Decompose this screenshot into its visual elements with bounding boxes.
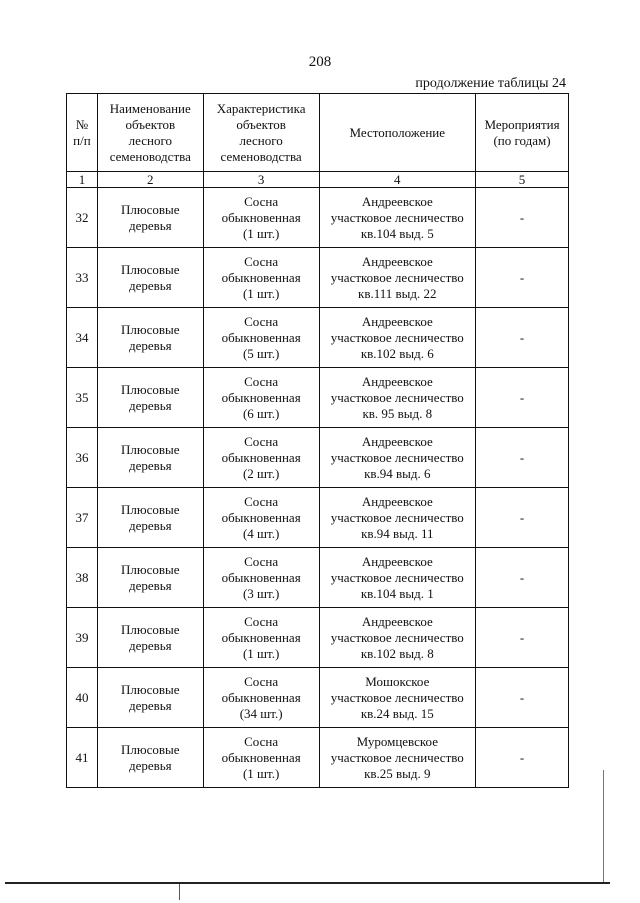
characteristics-cell: Сосна обыкновенная (2 шт.): [203, 428, 319, 488]
location-cell: Андреевское участковое лесничество кв. 95 выд. 8: [319, 368, 476, 428]
activities-cell: -: [476, 308, 569, 368]
location-cell: Мошокское участковое лесничество кв.24 выд. 15: [319, 668, 476, 728]
header-characteristics: Характеристика объектов лесного семеноводства: [203, 94, 319, 172]
activities-cell: -: [476, 428, 569, 488]
column-number-row: [67, 172, 569, 188]
table-row: [67, 548, 569, 608]
object-name-cell: Плюсовые деревья: [97, 668, 203, 728]
row-number-cell: 33: [67, 248, 98, 308]
activities-cell: -: [476, 248, 569, 308]
location-cell: Андреевское участковое лесничество кв.102 выд. 8: [319, 608, 476, 668]
characteristics-cell: Сосна обыкновенная (6 шт.): [203, 368, 319, 428]
table-row: [67, 608, 569, 668]
table-row: [67, 188, 569, 248]
activities-cell: -: [476, 668, 569, 728]
location-cell: Андреевское участковое лесничество кв.104 выд. 5: [319, 188, 476, 248]
characteristics-cell: Сосна обыкновенная (3 шт.): [203, 548, 319, 608]
header-location: Местоположение: [319, 94, 476, 172]
column-number: 2: [97, 172, 203, 188]
characteristics-cell: Сосна обыкновенная (1 шт.): [203, 608, 319, 668]
activities-cell: -: [476, 488, 569, 548]
table-row: [67, 488, 569, 548]
activities-cell: -: [476, 608, 569, 668]
column-number: 3: [203, 172, 319, 188]
characteristics-cell: Сосна обыкновенная (1 шт.): [203, 728, 319, 788]
table-row: [67, 368, 569, 428]
object-name-cell: Плюсовые деревья: [97, 428, 203, 488]
table-row: [67, 428, 569, 488]
activities-cell: -: [476, 368, 569, 428]
table-row: [67, 248, 569, 308]
location-cell: Андреевское участковое лесничество кв.111 выд. 22: [319, 248, 476, 308]
object-name-cell: Плюсовые деревья: [97, 188, 203, 248]
activities-cell: -: [476, 188, 569, 248]
object-name-cell: Плюсовые деревья: [97, 548, 203, 608]
column-number: 4: [319, 172, 476, 188]
column-number: 1: [67, 172, 98, 188]
location-cell: Андреевское участковое лесничество кв.104 выд. 1: [319, 548, 476, 608]
table-header-row: [67, 94, 569, 172]
object-name-cell: Плюсовые деревья: [97, 608, 203, 668]
table-row: [67, 308, 569, 368]
activities-cell: -: [476, 728, 569, 788]
row-number-cell: 37: [67, 488, 98, 548]
row-number-cell: 41: [67, 728, 98, 788]
bottom-rule: [5, 882, 610, 884]
table-continuation-label: продолжение таблицы 24: [415, 76, 566, 91]
location-cell: Андреевское участковое лесничество кв.94 выд. 11: [319, 488, 476, 548]
seed-objects-table: [66, 93, 569, 788]
characteristics-cell: Сосна обыкновенная (4 шт.): [203, 488, 319, 548]
header-number: № п/п: [67, 94, 98, 172]
characteristics-cell: Сосна обыкновенная (1 шт.): [203, 188, 319, 248]
characteristics-cell: Сосна обыкновенная (1 шт.): [203, 248, 319, 308]
row-number-cell: 39: [67, 608, 98, 668]
location-cell: Андреевское участковое лесничество кв.94 выд. 6: [319, 428, 476, 488]
header-object-name: Наименование объектов лесного семеноводства: [97, 94, 203, 172]
header-activities: Мероприятия (по годам): [476, 94, 569, 172]
bottom-tick-mark: [179, 884, 180, 900]
row-number-cell: 38: [67, 548, 98, 608]
page-number: 208: [308, 54, 332, 70]
row-number-cell: 34: [67, 308, 98, 368]
object-name-cell: Плюсовые деревья: [97, 248, 203, 308]
column-number: 5: [476, 172, 569, 188]
row-number-cell: 35: [67, 368, 98, 428]
location-cell: Муромцевское участковое лесничество кв.25 выд. 9: [319, 728, 476, 788]
characteristics-cell: Сосна обыкновенная (34 шт.): [203, 668, 319, 728]
table-row: [67, 728, 569, 788]
scan-edge-line: [603, 770, 604, 882]
object-name-cell: Плюсовые деревья: [97, 368, 203, 428]
object-name-cell: Плюсовые деревья: [97, 488, 203, 548]
location-cell: Андреевское участковое лесничество кв.102 выд. 6: [319, 308, 476, 368]
row-number-cell: 36: [67, 428, 98, 488]
row-number-cell: 32: [67, 188, 98, 248]
object-name-cell: Плюсовые деревья: [97, 308, 203, 368]
row-number-cell: 40: [67, 668, 98, 728]
characteristics-cell: Сосна обыкновенная (5 шт.): [203, 308, 319, 368]
table-row: [67, 668, 569, 728]
object-name-cell: Плюсовые деревья: [97, 728, 203, 788]
activities-cell: -: [476, 548, 569, 608]
